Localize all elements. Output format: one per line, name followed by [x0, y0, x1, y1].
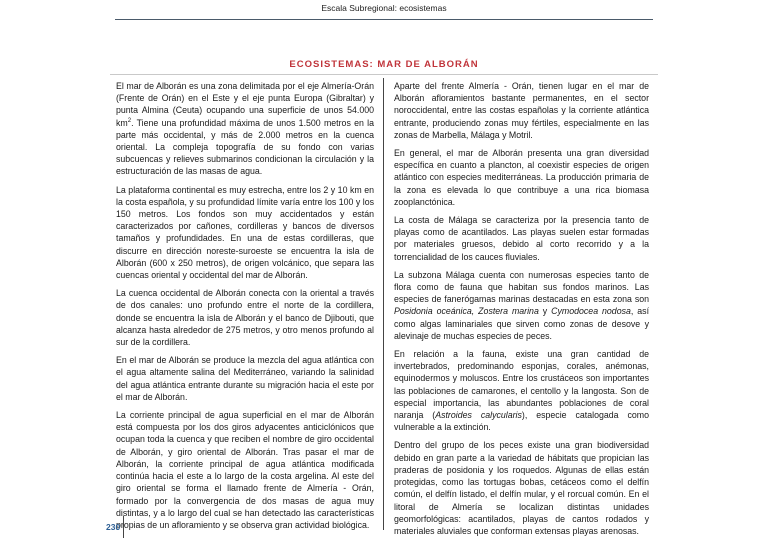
left-column	[116, 80, 374, 537]
paragraph: Aparte del frente Almería - Orán, tienen lugar en el mar de Alborán afloramientos bastante permanentes, en el sector noroccidental, entre las costas españolas y la corriente atlántica entrante, produciendo zonas muy fértiles, especialmente en las zonas de Marbella, Málaga y Motril.	[394, 81, 649, 140]
paragraph: La costa de Málaga se caracteriza por la presencia tanto de playas como de acantilados. Las playas suelen estar formadas por materiales gruesos, debido al corto recorrido y a la torrencialidad de los cauces fluviales.	[394, 215, 649, 262]
paragraph: La corriente principal de agua superficial en el mar de Alborán está compuesta por los dos giros adyacentes anticiclónicos que ocupan toda la cuenca y que reciben el nombre de giro occidental de Alborán, y giro oriental de Alborán. Tras pasar el mar de Alborán, la corriente principal de agua atlántica modificada continúa hacia el este a lo largo de la costa argelina. Al este del giro oriental se forma el llamado frente de Almería - Orán, formado por la convergencia de dos masas de agua muy distintas, y a lo largo del cual se han detectado las características propias de un afloramiento y se observa gran actividad biológica.	[116, 410, 374, 530]
paragraph: La plataforma continental es muy estrecha, entre los 2 y 10 km en la costa española, y su profundidad límite varía entre los 100 y los 150 metros. Los fondos son muy accidentados y están caracterizados por cañones, cordilleras y bancos de diversos tamaños y profundidades. En una de estas cordilleras, que discurre en dirección noreste-suroeste se encuentra la isla de Alborán (600 x 250 metros), de origen volcánico, que separa las cuencas oriental y occidental del mar de Alborán.	[116, 184, 374, 281]
paragraph: En general, el mar de Alborán presenta una gran diversidad específica en cuanto a plancton, al coexistir especies de origen atlántico con especies mediterráneas. La producción primaria de la zona es elevada lo que contribuye a una rica biomasa zooplanctónica.	[394, 148, 649, 207]
section-title: ECOSISTEMAS: MAR DE ALBORÁN	[289, 59, 479, 70]
title-rule	[110, 74, 658, 75]
column-divider	[383, 78, 384, 530]
paragraph: En el mar de Alborán se produce la mezcla del agua atlántica con el agua altamente salina del Mediterráneo, variando la salinidad del agua atlántica entrante durante su migración hacia el este por el mar de Alborán.	[116, 355, 374, 402]
page-number-rule	[123, 516, 124, 538]
paragraph: El mar de Alborán es una zona delimitada por el eje Almería-Orán (Frente de Orán) en el Este y el eje punta Europa (Gibraltar) y punta Almina (Ceuta) ocupando una superficie de unos 54.000 $km^2$. Tiene una profundidad máxima de unos 1.500 metros en la parte más occidental, y más de 2.000 metros en la cuenca oriental. La compleja topografía de su fondo con varias subcuencas y relieves submarinos condicionan la circulación y la estructuración de las masas de agua.	[116, 81, 374, 177]
running-header: Escala Subregional: ecosistemas	[321, 3, 447, 13]
paragraph: La cuenca occidental de Alborán conecta con la oriental a través de dos canales: uno profundo entre el norte de la cordillera, donde se encuentra la isla de Alborán y el banco de Djibouti, que alcanza hasta alrededor de 275 metros, y otro menos profundo al sur de la cordillera.	[116, 288, 374, 348]
right-column	[394, 80, 649, 543]
paragraph: La subzona Málaga cuenta con numerosas especies tanto de flora como de fauna que habitan sus fondos marinos. Las especies de fanerógamas marinas destacadas en esta zona son Posidonia oceánica, Zostera marina y Cymodocea nodosa, así como algas laminariales que sirven como zonas de desove y alevinaje de muchas especies de peces.	[394, 269, 650, 341]
paragraph: Dentro del grupo de los peces existe una gran biodiversidad debido en gran parte a la variedad de hábitats que propician las praderas de posidonia y los roquedos. Algunas de ellas están protegidas, como las tortugas bobas, cetáceos como el delfín común, el delfín listado, el delfín mular, y el rorcual común. En el litoral de Almería se localizan distintas unidades geomorfológicas: acantilados, playas de cantos rodados y materiales aluviales que conforman extensas playas arenosas.	[394, 440, 649, 536]
page-number: 230	[106, 522, 121, 532]
header-rule	[115, 19, 653, 20]
paragraph: En relación a la fauna, existe una gran cantidad de invertebrados, predominando esponjas, corales, anémonas, equinodermos y moluscos. Entre los crustáceos son importantes las poblaciones de camarones, el centollo y la langosta. Son de especial importancia, las abundantes poblaciones de coral naranja (Astroides calycularis), especie catalogada como vulnerable a la extinción.	[394, 349, 649, 433]
